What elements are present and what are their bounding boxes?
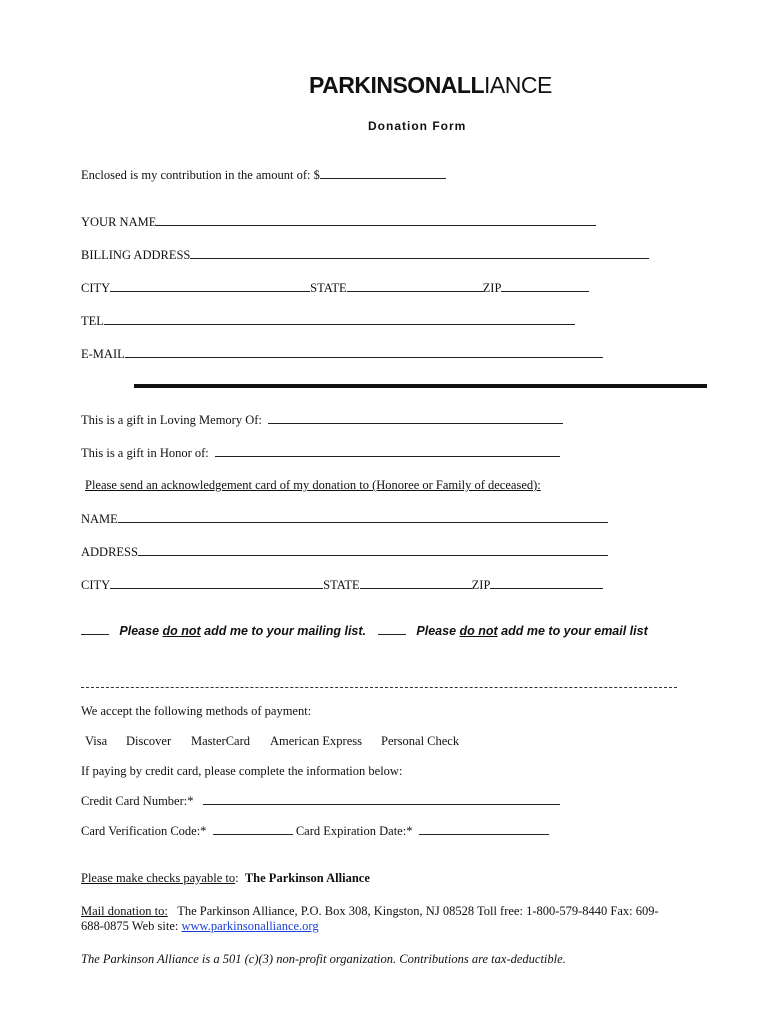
tax-disclaimer: The Parkinson Alliance is a 501 (c)(3) non-profit organization. Contributions are tax-deductible. bbox=[81, 952, 566, 966]
contribution-amount-field[interactable] bbox=[320, 167, 446, 179]
checks-payable-label: Please make checks payable to bbox=[81, 871, 236, 885]
payment-heading: We accept the following methods of payment: bbox=[81, 704, 312, 718]
state-field[interactable] bbox=[347, 280, 483, 292]
dashed-divider bbox=[81, 687, 677, 688]
your-name-field[interactable] bbox=[156, 214, 596, 226]
memory-label: This is a gift in Loving Memory Of: bbox=[81, 413, 262, 427]
city-label: CITY bbox=[81, 281, 111, 295]
ack-state-label: STATE bbox=[323, 578, 360, 592]
ack-address-label: ADDRESS bbox=[81, 545, 138, 559]
mail-donation-label: Mail donation to: bbox=[81, 904, 168, 918]
email-label: E-MAIL bbox=[81, 347, 125, 361]
memory-row bbox=[81, 412, 563, 428]
email-optout-text-emphasis: do not bbox=[459, 624, 498, 638]
card-expiry-label: Card Expiration Date:* bbox=[295, 824, 413, 838]
card-cvc-field[interactable] bbox=[213, 823, 293, 835]
zip-field[interactable] bbox=[501, 280, 589, 292]
mailing-optout-text-pre: Please bbox=[119, 624, 163, 638]
email-row bbox=[81, 346, 603, 362]
payment-method-check: Personal Check bbox=[381, 734, 460, 748]
mailing-list-optout bbox=[81, 624, 366, 638]
section-divider bbox=[134, 384, 707, 388]
billing-address-field[interactable] bbox=[190, 247, 649, 259]
your-name-row bbox=[81, 214, 596, 230]
contribution-label: Enclosed is my contribution in the amount of: $ bbox=[81, 168, 320, 182]
ack-zip-label: ZIP bbox=[471, 578, 491, 592]
tel-row bbox=[81, 313, 575, 329]
payment-method-amex: American Express bbox=[270, 734, 362, 748]
mail-org-name: The Parkinson Alliance bbox=[177, 904, 295, 918]
honor-row bbox=[81, 445, 560, 461]
tel-label: TEL bbox=[81, 314, 104, 328]
city-state-zip-row bbox=[81, 280, 589, 296]
card-number-label: Credit Card Number:* bbox=[81, 794, 194, 808]
mail-address-text: , P.O. Box 308, Kingston, NJ 08528 Toll free: 1-800-579-8440 Fax: 609- bbox=[294, 904, 659, 918]
ack-name-label: NAME bbox=[81, 512, 118, 526]
page-title: Donation Form bbox=[368, 119, 467, 133]
website-link[interactable]: www.parkinsonalliance.org bbox=[181, 919, 319, 933]
email-optout-text-pre: Please bbox=[416, 624, 460, 638]
zip-label: ZIP bbox=[482, 281, 502, 295]
logo-thin-text: IANCE bbox=[484, 72, 552, 98]
honor-label: This is a gift in Honor of: bbox=[81, 446, 209, 460]
memory-field[interactable] bbox=[268, 412, 563, 424]
card-number-row bbox=[81, 793, 560, 809]
billing-address-label: BILLING ADDRESS bbox=[81, 248, 191, 262]
email-optout-text-post: add me to your email list bbox=[497, 624, 648, 638]
honor-field[interactable] bbox=[215, 445, 560, 457]
payee-name: The Parkinson Alliance bbox=[244, 871, 370, 885]
email-field[interactable] bbox=[125, 346, 603, 358]
email-list-optout-checkbox[interactable] bbox=[378, 625, 406, 635]
payment-method-discover: Discover bbox=[126, 734, 172, 748]
city-field[interactable] bbox=[110, 280, 310, 292]
ack-city-state-zip-row bbox=[81, 577, 603, 593]
tel-field[interactable] bbox=[104, 313, 575, 325]
email-list-optout bbox=[378, 624, 648, 638]
ack-address-field[interactable] bbox=[138, 544, 608, 556]
card-cvc-expiry-row bbox=[81, 823, 549, 839]
ack-city-field[interactable] bbox=[110, 577, 323, 589]
contribution-row bbox=[81, 167, 446, 183]
ack-state-field[interactable] bbox=[360, 577, 472, 589]
ack-zip-field[interactable] bbox=[490, 577, 603, 589]
card-expiry-field[interactable] bbox=[419, 823, 549, 835]
ack-name-row bbox=[81, 511, 608, 527]
mail-donation-line1 bbox=[81, 904, 659, 919]
your-name-label: YOUR NAME bbox=[81, 215, 157, 229]
fax-website-text: 688-0875 Web site: bbox=[81, 919, 182, 933]
billing-address-row bbox=[81, 247, 649, 263]
mailing-list-optout-checkbox[interactable] bbox=[81, 625, 109, 635]
payment-method-mastercard: MasterCard bbox=[191, 734, 251, 748]
ack-city-label: CITY bbox=[81, 578, 111, 592]
payment-method-visa: Visa bbox=[85, 734, 108, 748]
ack-name-field[interactable] bbox=[118, 511, 608, 523]
logo-bold-text: PARKINSONALL bbox=[309, 72, 485, 98]
checks-payable-colon: : bbox=[235, 871, 239, 885]
logo bbox=[309, 72, 552, 99]
checks-payable-row bbox=[81, 871, 370, 886]
card-cvc-label: Card Verification Code:* bbox=[81, 824, 207, 838]
mailing-optout-text-post: add me to your mailing list. bbox=[200, 624, 367, 638]
credit-card-instructions: If paying by credit card, please complete the information below: bbox=[81, 764, 403, 778]
card-number-field[interactable] bbox=[203, 793, 560, 805]
acknowledgement-instruction: Please send an acknowledgement card of my donation to (Honoree or Family of deceased): bbox=[85, 478, 541, 492]
ack-address-row bbox=[81, 544, 608, 560]
mailing-optout-text-emphasis: do not bbox=[162, 624, 201, 638]
state-label: STATE bbox=[310, 281, 347, 295]
mail-donation-line2 bbox=[81, 919, 319, 934]
